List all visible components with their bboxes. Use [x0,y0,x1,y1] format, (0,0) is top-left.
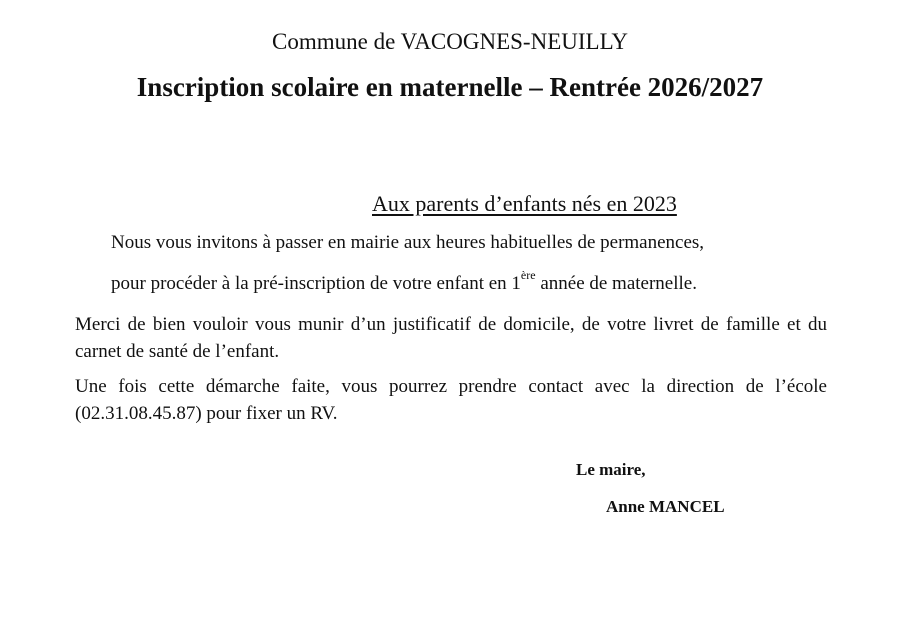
ordinal-superscript: ère [520,267,536,282]
commune-name: Commune de VACOGNES-NEUILLY [272,29,628,54]
preregistration-text-end: année de maternelle. [535,273,697,294]
preregistration-line [111,267,697,296]
signatory-role: Le maire, [576,460,646,479]
contact-paragraph: Une fois cette démarche faite, vous pourrez prendre contact avec la direction de l’école (02.31.08.45.87) pour fixer un RV. [75,376,827,424]
signatory-name: Anne MANCEL [606,497,725,516]
preregistration-text-start: pour procéder à la pré-inscription de votre enfant en 1 [111,273,521,294]
documents-paragraph: Merci de bien vouloir vous munir d’un justificatif de domicile, de votre livret de famille et du carnet de santé de l’enfant. [75,314,827,362]
addressee-heading: Aux parents d’enfants nés en 2023 [372,191,677,216]
document-title: Inscription scolaire en maternelle – Rentrée 2026/2027 [136,72,764,102]
invitation-line: Nous vous invitons à passer en mairie aux heures habituelles de permanences, [111,232,705,253]
